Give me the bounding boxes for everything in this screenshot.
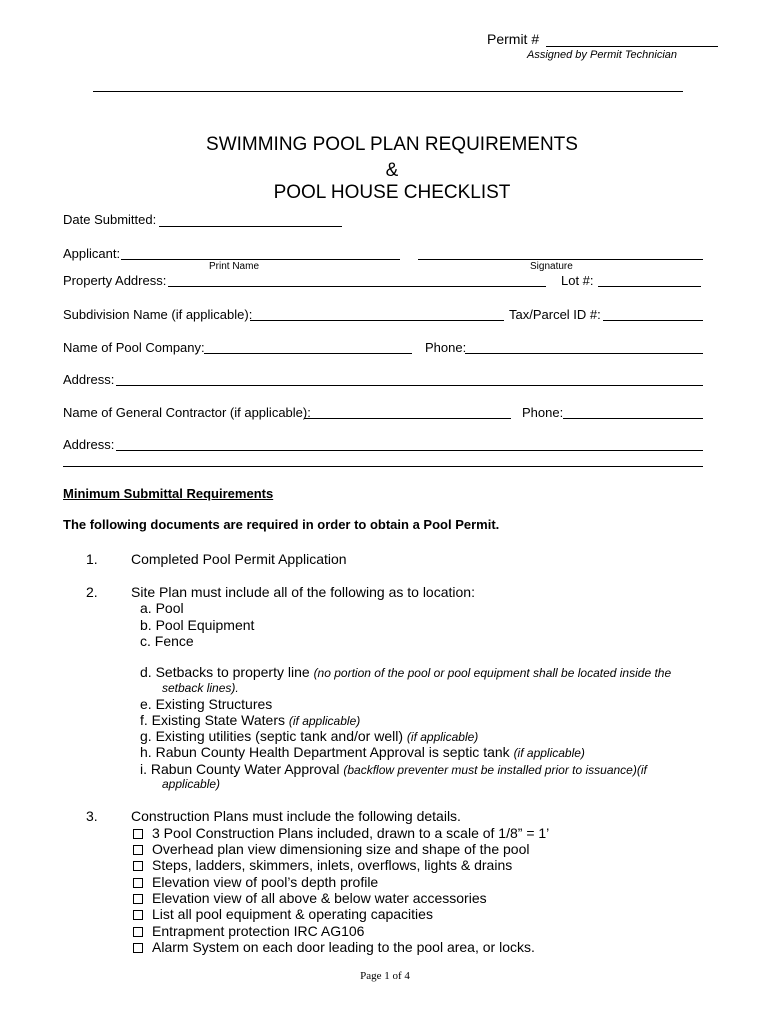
permit-note: Assigned by Permit Technician — [527, 49, 678, 61]
page-title-ampersand: & — [385, 160, 399, 181]
requirements-heading: Minimum Submittal Requirements — [63, 486, 274, 501]
item-1-text: Completed Pool Permit Application — [131, 551, 347, 567]
pool-company-phone-field[interactable] — [465, 353, 703, 354]
permit-number-field[interactable] — [546, 46, 718, 47]
permit-label: Permit # — [487, 31, 540, 47]
checklist-item: Entrapment protection IRC AG106 — [133, 923, 364, 939]
list-item-note: setback lines). — [162, 681, 239, 695]
list-item: h. Rabun County Health Department Approval is septic tank (if applicable) — [140, 744, 585, 760]
list-item: b. Pool Equipment — [140, 617, 255, 633]
property-address-field[interactable] — [168, 286, 546, 287]
item-1-number: 1. — [86, 551, 98, 567]
applicant-signature-field[interactable] — [418, 259, 703, 260]
list-item: g. Existing utilities (septic tank and/or well) (if applicable) — [140, 728, 479, 744]
signature-caption: Signature — [530, 261, 573, 272]
pool-company-label: Name of Pool Company: — [63, 340, 205, 355]
pool-company-phone-label: Phone: — [425, 340, 467, 355]
general-contractor-phone-label: Phone: — [522, 405, 564, 420]
general-contractor-address-label: Address: — [63, 437, 115, 452]
item-3-number: 3. — [86, 808, 98, 824]
general-contractor-phone-field[interactable] — [563, 418, 703, 419]
general-contractor-address-field[interactable] — [116, 450, 703, 451]
checkbox[interactable] — [133, 829, 143, 839]
checkbox[interactable] — [133, 943, 143, 953]
checklist-item: 3 Pool Construction Plans included, drawn to a scale of 1/8” = 1’ — [133, 825, 549, 841]
item-2-text: Site Plan must include all of the following as to location: — [131, 584, 475, 600]
date-submitted-label: Date Submitted: — [63, 212, 157, 227]
list-item-note: applicable) — [162, 777, 221, 791]
list-item: e. Existing Structures — [140, 696, 273, 712]
lot-field[interactable] — [598, 286, 701, 287]
checklist-item: List all pool equipment & operating capacities — [133, 906, 433, 922]
checkbox[interactable] — [133, 894, 143, 904]
list-item: d. Setbacks to property line (no portion of the pool or pool equipment shall be located inside the — [140, 664, 672, 680]
pool-company-address-label: Address: — [63, 372, 115, 387]
page-title-line1: SWIMMING POOL PLAN REQUIREMENTS — [206, 134, 578, 155]
property-address-label: Property Address: — [63, 273, 167, 288]
page-number: Page 1 of 4 — [360, 970, 410, 982]
subdivision-field[interactable] — [250, 320, 504, 321]
item-3-text: Construction Plans must include the following details. — [131, 808, 461, 824]
requirements-intro: The following documents are required in order to obtain a Pool Permit. — [63, 517, 500, 532]
checkbox[interactable] — [133, 861, 143, 871]
general-contractor-field[interactable] — [304, 418, 511, 419]
general-contractor-label: Name of General Contractor (if applicable): — [63, 405, 311, 420]
applicant-print-name-field[interactable] — [121, 259, 400, 260]
lot-label: Lot #: — [561, 273, 594, 288]
page-title-line2: POOL HOUSE CHECKLIST — [273, 182, 511, 203]
checklist-item: Elevation view of all above & below water accessories — [133, 890, 487, 906]
checkbox[interactable] — [133, 927, 143, 937]
item-2-number: 2. — [86, 584, 98, 600]
tax-parcel-field[interactable] — [603, 320, 703, 321]
subdivision-label: Subdivision Name (if applicable): — [63, 307, 253, 322]
date-submitted-field[interactable] — [159, 226, 342, 227]
checklist-item: Overhead plan view dimensioning size and shape of the pool — [133, 841, 529, 857]
checkbox[interactable] — [133, 878, 143, 888]
header-divider — [93, 91, 683, 92]
list-item: a. Pool — [140, 600, 184, 616]
tax-parcel-label: Tax/Parcel ID #: — [509, 307, 601, 322]
checkbox[interactable] — [133, 845, 143, 855]
checklist-item: Steps, ladders, skimmers, inlets, overflows, lights & drains — [133, 857, 512, 873]
checklist-item: Elevation view of pool’s depth profile — [133, 874, 378, 890]
pool-company-address-field[interactable] — [116, 385, 703, 386]
pool-company-field[interactable] — [204, 353, 412, 354]
checkbox[interactable] — [133, 910, 143, 920]
applicant-label: Applicant: — [63, 246, 121, 261]
general-contractor-address-field-2[interactable] — [63, 466, 703, 467]
list-item: c. Fence — [140, 633, 194, 649]
list-item: f. Existing State Waters (if applicable) — [140, 712, 361, 728]
print-name-caption: Print Name — [209, 261, 260, 272]
checklist-item: Alarm System on each door leading to the pool area, or locks. — [133, 939, 535, 955]
list-item: i. Rabun County Water Approval (backflow preventer must be installed prior to issuance)(if — [140, 761, 647, 777]
